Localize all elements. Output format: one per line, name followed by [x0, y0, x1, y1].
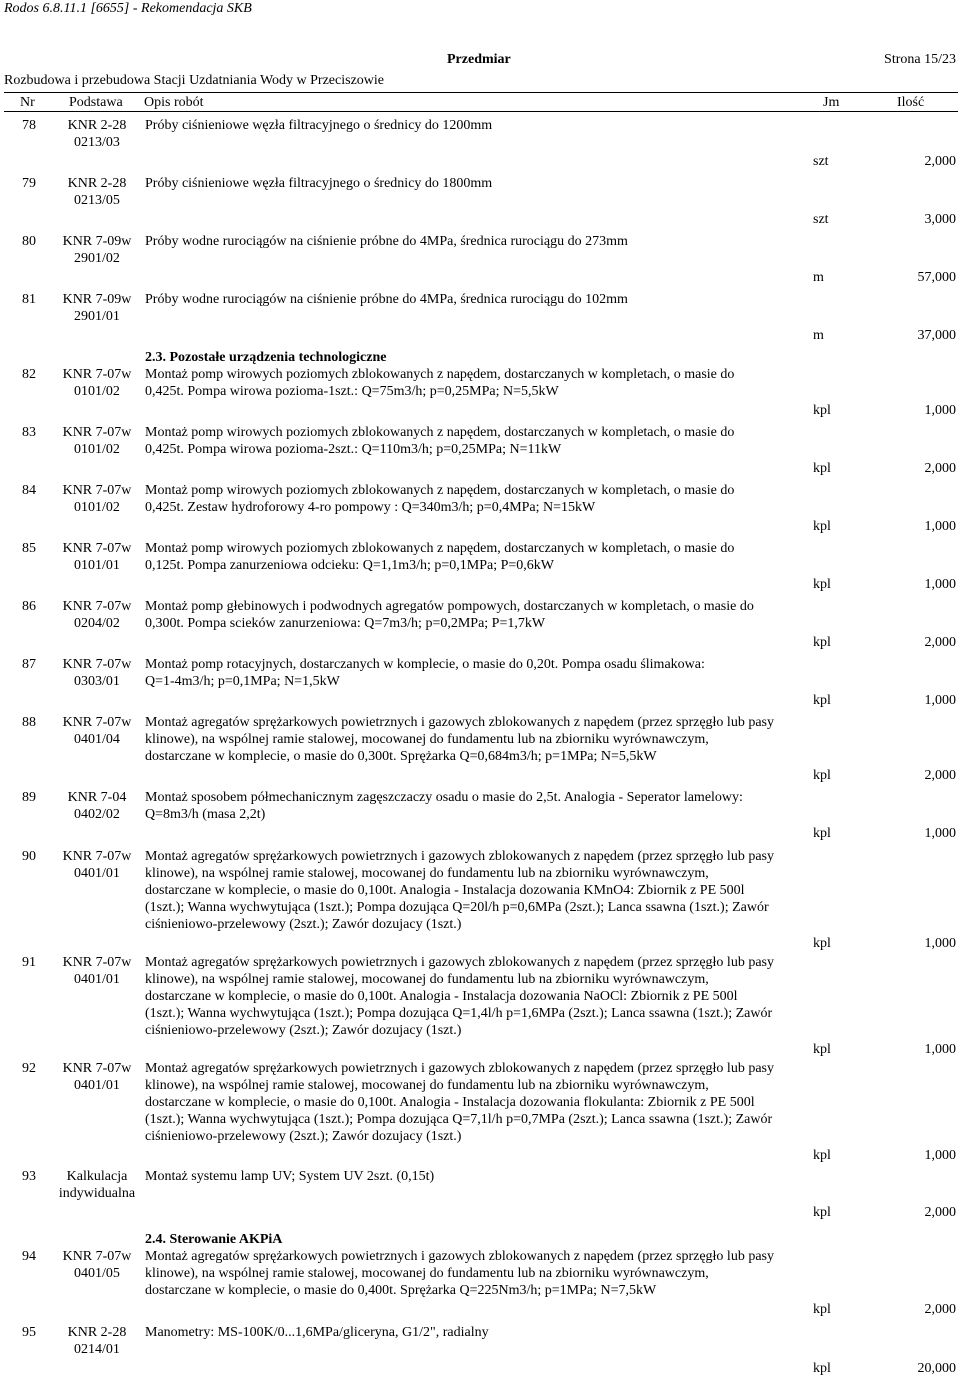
row-basis: KNR 2-28 0213/05 — [67, 176, 127, 208]
row-number: 80 — [22, 234, 36, 249]
row-description: Manometry: MS-100K/0...1,6MPa/gliceryna, G1/2", radialny — [145, 1325, 489, 1340]
row-description: Montaż pomp wirowych poziomych zblokowanych z napędem, dostarczanych w kompletach, o masie do 0,125t. Pompa zanurzeniowa odcieku: Q=1,1m3/h; p=0,1MPa; P=0,6kW — [145, 541, 735, 573]
row-basis: KNR 7-07w 0401/01 — [62, 955, 132, 987]
row-number: 82 — [22, 367, 36, 382]
row-unit: kpl — [813, 577, 831, 592]
row-basis: KNR 7-07w 0101/01 — [62, 541, 132, 573]
row-description: Montaż agregatów sprężarkowych powietrznych i gazowych zblokowanych z napędem (przez sprzęgło lub pasy klinowe), na wspólnej ramie stalowej, mocowanej do fundamentu lub na zbiorniku wyrównawczym, dostarczane w komplecie, o masie do 0,100t. Analogia - Instalacja dozowania NaOCl: Zbiornik z PE 500l (1szt.); Wanna wychwytująca (1szt.); Pompa dozująca Q=1,4l/h p=1,6MPa (2szt.); Lanca ssawna (1szt.); Zawór ciśnieniowo-przelewowy (2szt.); Zawór dozujacy (1szt.) — [145, 955, 774, 1038]
row-quantity: 2,000 — [924, 768, 956, 783]
row-basis: KNR 7-04 0402/02 — [67, 790, 127, 822]
row-number: 78 — [22, 118, 36, 133]
row-quantity: 2,000 — [924, 1205, 956, 1220]
row-unit: kpl — [813, 826, 831, 841]
row-number: 91 — [22, 955, 36, 970]
row-quantity: 1,000 — [924, 403, 956, 418]
row-number: 92 — [22, 1061, 36, 1076]
row-quantity: 2,000 — [924, 461, 956, 476]
row-description: Montaż pomp rotacyjnych, dostarczanych w komplecie, o masie do 0,20t. Pompa osadu ślimakowa: Q=1-4m3/h; p=0,1MPa; N=1,5kW — [145, 657, 705, 689]
row-basis: KNR 2-28 0213/03 — [67, 118, 127, 150]
row-quantity: 1,000 — [924, 577, 956, 592]
section-heading: 2.3. Pozostałe urządzenia technologiczne — [145, 350, 387, 365]
row-number: 88 — [22, 715, 36, 730]
row-basis: KNR 2-28 0214/01 — [67, 1325, 127, 1357]
row-description: Próby wodne rurociągów na ciśnienie próbne do 4MPa, średnica rurociągu do 102mm — [145, 292, 628, 307]
row-quantity: 1,000 — [924, 936, 956, 951]
row-number: 89 — [22, 790, 36, 805]
row-basis: KNR 7-09w 2901/01 — [62, 292, 132, 324]
row-quantity: 2,000 — [924, 635, 956, 650]
row-unit: kpl — [813, 936, 831, 951]
column-header-jm: Jm — [823, 95, 840, 110]
row-number: 93 — [22, 1169, 36, 1184]
column-header-opis: Opis robót — [144, 95, 204, 110]
page-number: Strona 15/23 — [884, 52, 956, 67]
row-description: Montaż agregatów sprężarkowych powietrznych i gazowych zblokowanych z napędem (przez sprzęgło lub pasy klinowe), na wspólnej ramie stalowej, mocowanej do fundamentu lub na zbiorniku wyrównawczym, dostarczane w komplecie, o masie do 0,300t. Sprężarka Q=0,684m3/h; p=1MPa; N=5,5kW — [145, 715, 774, 764]
row-number: 87 — [22, 657, 36, 672]
app-title: Rodos 6.8.11.1 [6655] - Rekomendacja SKB — [4, 1, 252, 16]
row-basis: KNR 7-07w 0101/02 — [62, 483, 132, 515]
row-basis: KNR 7-07w 0101/02 — [62, 367, 132, 399]
row-quantity: 2,000 — [924, 154, 956, 169]
row-quantity: 20,000 — [917, 1361, 956, 1376]
row-quantity: 1,000 — [924, 1042, 956, 1057]
row-quantity: 1,000 — [924, 826, 956, 841]
row-number: 79 — [22, 176, 36, 191]
row-unit: kpl — [813, 693, 831, 708]
row-unit: kpl — [813, 403, 831, 418]
row-description: Montaż agregatów sprężarkowych powietrznych i gazowych zblokowanych z napędem (przez sprzęgło lub pasy klinowe), na wspólnej ramie stalowej, mocowanej do fundamentu lub na zbiorniku wyrównawczym, dostarczane w komplecie, o masie do 0,100t. Analogia - Instalacja dozowania KMnO4: Zbiornik z PE 500l (1szt.); Wanna wychwytująca (1szt.); Pompa dozująca Q=20l/h p=0,6MPa (2szt.); Lanca ssawna (1szt.); Zawór ciśnieniowo-przelewowy (2szt.); Zawór dozujacy (1szt.) — [145, 849, 774, 932]
row-description: Montaż sposobem półmechanicznym zagęszczaczy osadu o masie do 2,5t. Analogia - Seperator lamelowy: Q=8m3/h (masa 2,2t) — [145, 790, 743, 822]
row-quantity: 1,000 — [924, 1148, 956, 1163]
row-description: Montaż pomp wirowych poziomych zblokowanych z napędem, dostarczanych w kompletach, o masie do 0,425t. Zestaw hydroforowy 4-ro pompowy : Q=340m3/h; p=0,4MPa; N=15kW — [145, 483, 735, 515]
row-unit: kpl — [813, 461, 831, 476]
row-unit: m — [813, 270, 824, 285]
row-description: Montaż agregatów sprężarkowych powietrznych i gazowych zblokowanych z napędem (przez sprzęgło lub pasy klinowe), na wspólnej ramie stalowej, mocowanej do fundamentu lub na zbiorniku wyrównawczym, dostarczane w komplecie, o masie do 0,100t. Analogia - Instalacja dozowania flokulanta: Zbiornik z PE 500l (1szt.); Wanna wychwytująca (1szt.); Pompa dozująca Q=7,1l/h p=0,7MPa (2szt.); Lanca ssawna (1szt.); Zawór ciśnieniowo-przelewowy (2szt.); Zawór dozujacy (1szt.) — [145, 1061, 774, 1144]
row-basis: KNR 7-07w 0303/01 — [62, 657, 132, 689]
row-description: Montaż agregatów sprężarkowych powietrznych i gazowych zblokowanych z napędem (przez sprzęgło lub pasy klinowe), na wspólnej ramie stalowej, mocowanej do fundamentu lub na zbiorniku wyrównawczym, dostarczane w komplecie, o masie do 0,400t. Sprężarka Q=225Nm3/h; p=1MPa; N=7,5kW — [145, 1249, 774, 1298]
row-unit: kpl — [813, 1205, 831, 1220]
row-number: 85 — [22, 541, 36, 556]
row-basis: KNR 7-07w 0401/01 — [62, 849, 132, 881]
row-number: 84 — [22, 483, 36, 498]
row-basis: KNR 7-07w 0204/02 — [62, 599, 132, 631]
column-header-ilosc: Ilość — [897, 95, 925, 110]
row-quantity: 3,000 — [924, 212, 956, 227]
row-basis: Kalkulacja indywidualna — [58, 1169, 136, 1201]
row-description: Montaż pomp wirowych poziomych zblokowanych z napędem, dostarczanych w kompletach, o masie do 0,425t. Pompa wirowa pozioma-1szt.: Q=75m3/h; p=0,25MPa; N=5,5kW — [145, 367, 735, 399]
row-number: 81 — [22, 292, 36, 307]
row-description: Montaż systemu lamp UV; System UV 2szt. (0,15t) — [145, 1169, 435, 1184]
row-unit: kpl — [813, 519, 831, 534]
row-basis: KNR 7-07w 0401/01 — [62, 1061, 132, 1093]
column-header-nr: Nr — [20, 95, 35, 110]
row-unit: m — [813, 328, 824, 343]
row-unit: kpl — [813, 1148, 831, 1163]
row-unit: kpl — [813, 1361, 831, 1376]
row-quantity: 1,000 — [924, 693, 956, 708]
row-number: 90 — [22, 849, 36, 864]
row-basis: KNR 7-09w 2901/02 — [62, 234, 132, 266]
row-description: Próby ciśnieniowe węzła filtracyjnego o średnicy do 1200mm — [145, 118, 493, 133]
column-header-podstawa: Podstawa — [69, 95, 123, 110]
row-number: 95 — [22, 1325, 36, 1340]
row-quantity: 37,000 — [917, 328, 956, 343]
row-unit: kpl — [813, 768, 831, 783]
row-quantity: 2,000 — [924, 1302, 956, 1317]
row-unit: kpl — [813, 1302, 831, 1317]
row-number: 94 — [22, 1249, 36, 1264]
row-basis: KNR 7-07w 0401/05 — [62, 1249, 132, 1281]
row-basis: KNR 7-07w 0401/04 — [62, 715, 132, 747]
section-heading: 2.4. Sterowanie AKPiA — [145, 1232, 283, 1247]
row-description: Montaż pomp wirowych poziomych zblokowanych z napędem, dostarczanych w kompletach, o masie do 0,425t. Pompa wirowa pozioma-2szt.: Q=110m3/h; p=0,25MPa; N=11kW — [145, 425, 735, 457]
row-basis: KNR 7-07w 0101/02 — [62, 425, 132, 457]
row-unit: kpl — [813, 635, 831, 650]
row-quantity: 1,000 — [924, 519, 956, 534]
row-unit: szt — [813, 154, 829, 169]
project-title: Rozbudowa i przebudowa Stacji Uzdatniania Wody w Przeciszowie — [4, 73, 385, 88]
row-unit: kpl — [813, 1042, 831, 1057]
row-unit: szt — [813, 212, 829, 227]
row-quantity: 57,000 — [917, 270, 956, 285]
row-number: 86 — [22, 599, 36, 614]
row-description: Próby wodne rurociągów na ciśnienie próbne do 4MPa, średnica rurociągu do 273mm — [145, 234, 628, 249]
row-number: 83 — [22, 425, 36, 440]
row-description: Próby ciśnieniowe węzła filtracyjnego o średnicy do 1800mm — [145, 176, 493, 191]
document-title: Przedmiar — [447, 52, 511, 67]
row-description: Montaż pomp głebinowych i podwodnych agregatów pompowych, dostarczanych w kompletach, o masie do 0,300t. Pompa scieków zanurzeniowa: Q=7m3/h; p=0,2MPa; P=1,7kW — [145, 599, 754, 631]
